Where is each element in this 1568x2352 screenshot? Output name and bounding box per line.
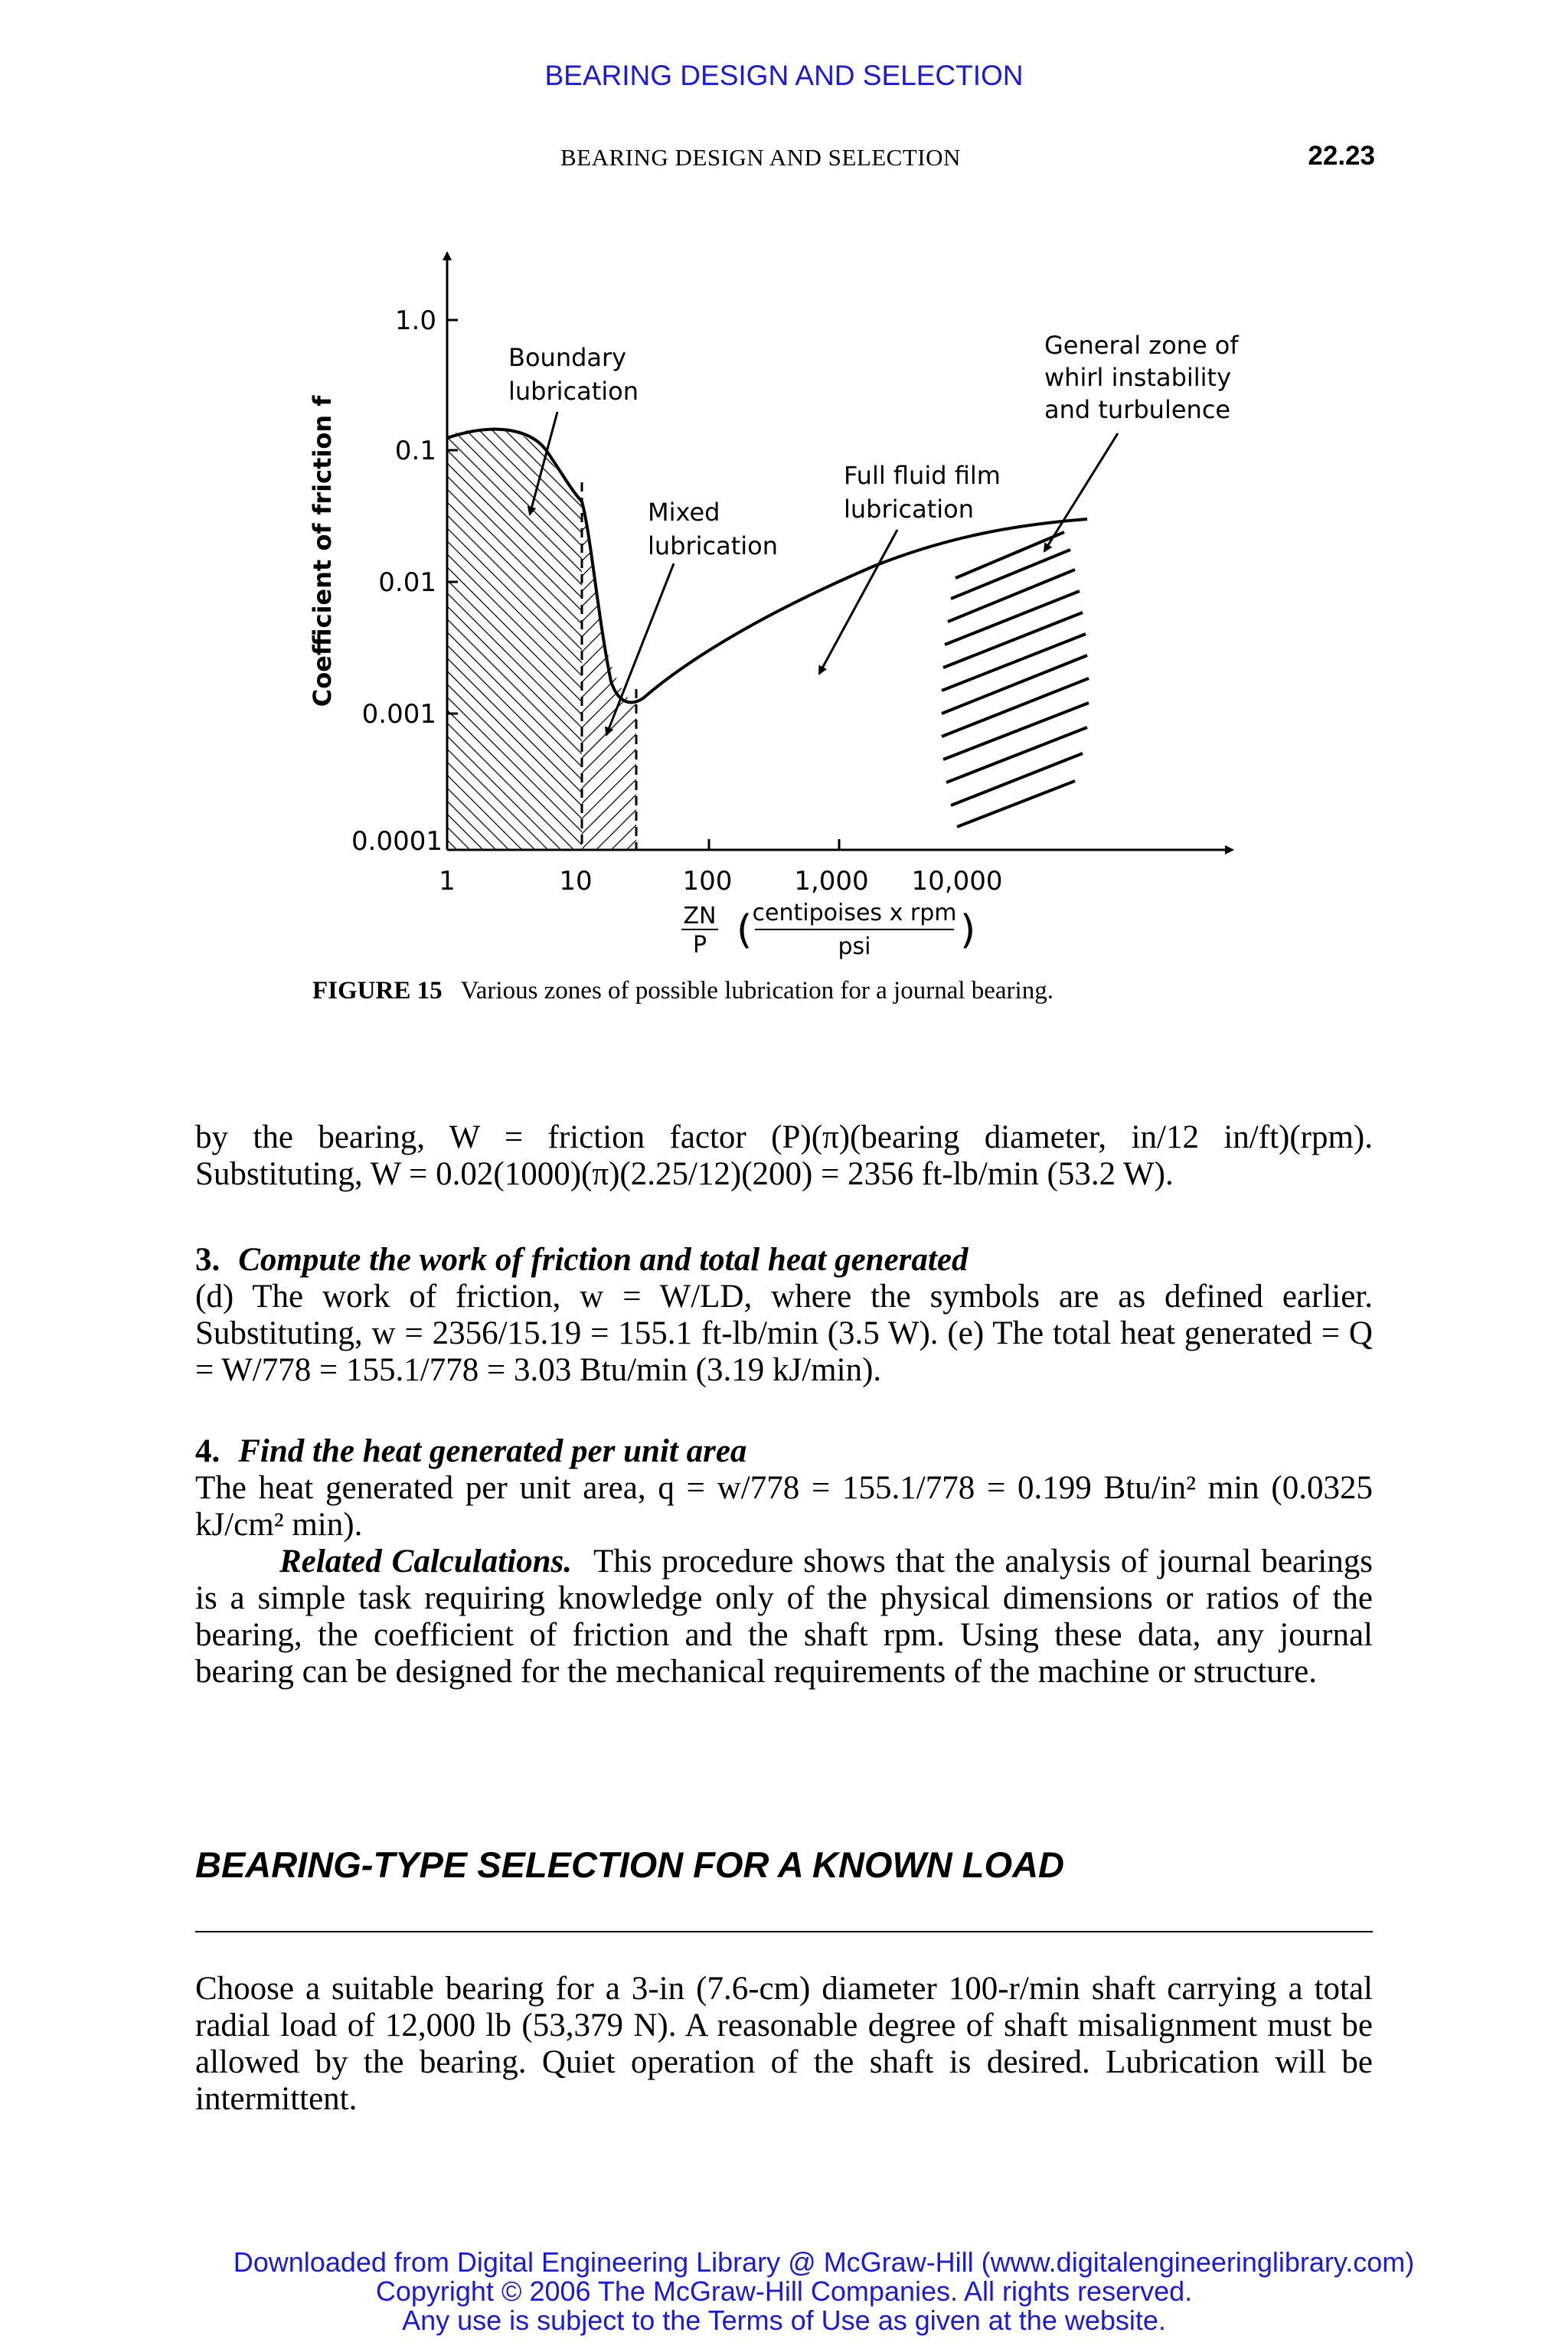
annotation-boundary-2: lubrication [508, 377, 639, 406]
annotation-whirl-3: and turbulence [1044, 395, 1231, 424]
y-tick-0.0001: 0.0001 [351, 826, 443, 857]
annotation-fluid-2: lubrication [844, 495, 975, 524]
whirl-zone-hatch [942, 532, 1089, 827]
page-number: 22.23 [1308, 141, 1375, 171]
figure-svg [291, 230, 1256, 965]
x-tick-10000: 10,000 [911, 866, 1003, 897]
step-3-number: 3. [195, 1242, 220, 1278]
paragraph-problem-statement: Choose a suitable bearing for a 3-in (7.6-cm) diameter 100-r/min shaft carrying a total radial load of 12,000 lb (53,379 N). A reasonable degree of shaft misalignment must be allowed by the bearing. Quiet operation of the shaft is desired. Lubrication will be intermittent. [195, 1971, 1373, 2117]
annotation-mixed-2: lubrication [648, 531, 779, 560]
step-3-heading [195, 1242, 968, 1279]
annotation-mixed-1: Mixed [648, 498, 720, 527]
annotation-whirl-2: whirl instability [1044, 363, 1232, 392]
svg-text:): ) [960, 907, 976, 953]
x-tick-1: 1 [439, 866, 456, 897]
x-units-denominator: psi [838, 933, 871, 960]
footer-terms-link[interactable]: Any use is subject to the Terms of Use as given at the website. [402, 2305, 1166, 2336]
paragraph-friction-work: by the bearing, W = friction factor (P)(π)(bearing diameter, in/12 in/ft)(rpm). Substituting, W = 0.02(1000)(π)(2.25/12)(200) = 2356 ft-lb/min (53.2 W). [195, 1119, 1373, 1192]
y-tick-0.001: 0.001 [361, 699, 436, 730]
page-banner[interactable]: BEARING DESIGN AND SELECTION [544, 60, 1024, 91]
paragraph-step-4: The heat generated per unit area, q = w/778 = 155.1/778 = 0.199 Btu/in² min (0.0325 kJ/cm² min). [195, 1470, 1373, 1543]
x-tick-1000: 1,000 [794, 866, 869, 897]
paragraph-step-3: (d) The work of friction, w = W/LD, where the symbols are as defined earlier. Substituting, w = 2356/15.19 = 155.1 ft-lb/min (3.5 W). (e) The total heat generated = Q = W/778 = 155.1/778 = 3.03 Btu/min (3.19 kJ/min). [195, 1279, 1373, 1388]
footer-download-link[interactable]: Downloaded from Digital Engineering Library @ McGraw-Hill (www.digitalengineeringlibrary.com) [233, 2246, 1415, 2278]
paragraph-related-calculations [195, 1544, 1373, 1690]
x-label-numerator: ZN [683, 903, 717, 929]
boundary-zone-hatch [447, 429, 582, 850]
annotation-whirl-1: General zone of [1044, 331, 1239, 360]
related-calculations-label: Related Calculations. [279, 1544, 573, 1579]
y-tick-0.01: 0.01 [378, 567, 436, 598]
x-tick-10: 10 [559, 866, 593, 897]
annotation-boundary-1: Boundary [508, 343, 627, 372]
x-tick-100: 100 [682, 866, 733, 897]
y-axis-label: Coefficient of friction f [308, 395, 337, 707]
lubrication-zones-figure [291, 230, 1256, 965]
annotation-whirl-leader [1044, 433, 1118, 551]
annotation-fluid-1: Full fluid film [844, 461, 1001, 490]
annotation-mixed-leader [606, 564, 674, 735]
step-3-title: Compute the work of friction and total heat generated [238, 1242, 969, 1278]
x-label-denominator: P [692, 932, 707, 959]
section-divider [195, 1931, 1373, 1932]
annotation-fluid-leader [819, 530, 897, 674]
step-4-number: 4. [195, 1433, 220, 1469]
footer-copyright[interactable]: Copyright © 2006 The McGraw-Hill Companies. All rights reserved. [375, 2275, 1193, 2307]
caption-label: FIGURE 15 [312, 977, 443, 1004]
caption-text: Various zones of possible lubrication for a journal bearing. [460, 977, 1054, 1004]
section-title: BEARING-TYPE SELECTION FOR A KNOWN LOAD [195, 1844, 1064, 1885]
svg-text:(: ( [737, 907, 753, 953]
running-head: BEARING DESIGN AND SELECTION [560, 144, 961, 171]
step-4-title: Find the heat generated per unit area [238, 1433, 747, 1469]
figure-caption [312, 977, 1054, 1005]
step-4-heading [195, 1433, 746, 1470]
related-calculations-text: This procedure shows that the analysis of journal bearings is a simple task requiring knowledge only of the physical dimensions or ratios of the bearing, the coefficient of friction and the shaft rpm. Using these data, any journal bearing can be designed for the mechanical requirements of the machine or structure. [195, 1544, 1373, 1690]
y-tick-1: 1.0 [394, 305, 436, 336]
x-units-numerator: centipoises x rpm [752, 900, 957, 926]
y-tick-0.1: 0.1 [394, 436, 436, 466]
